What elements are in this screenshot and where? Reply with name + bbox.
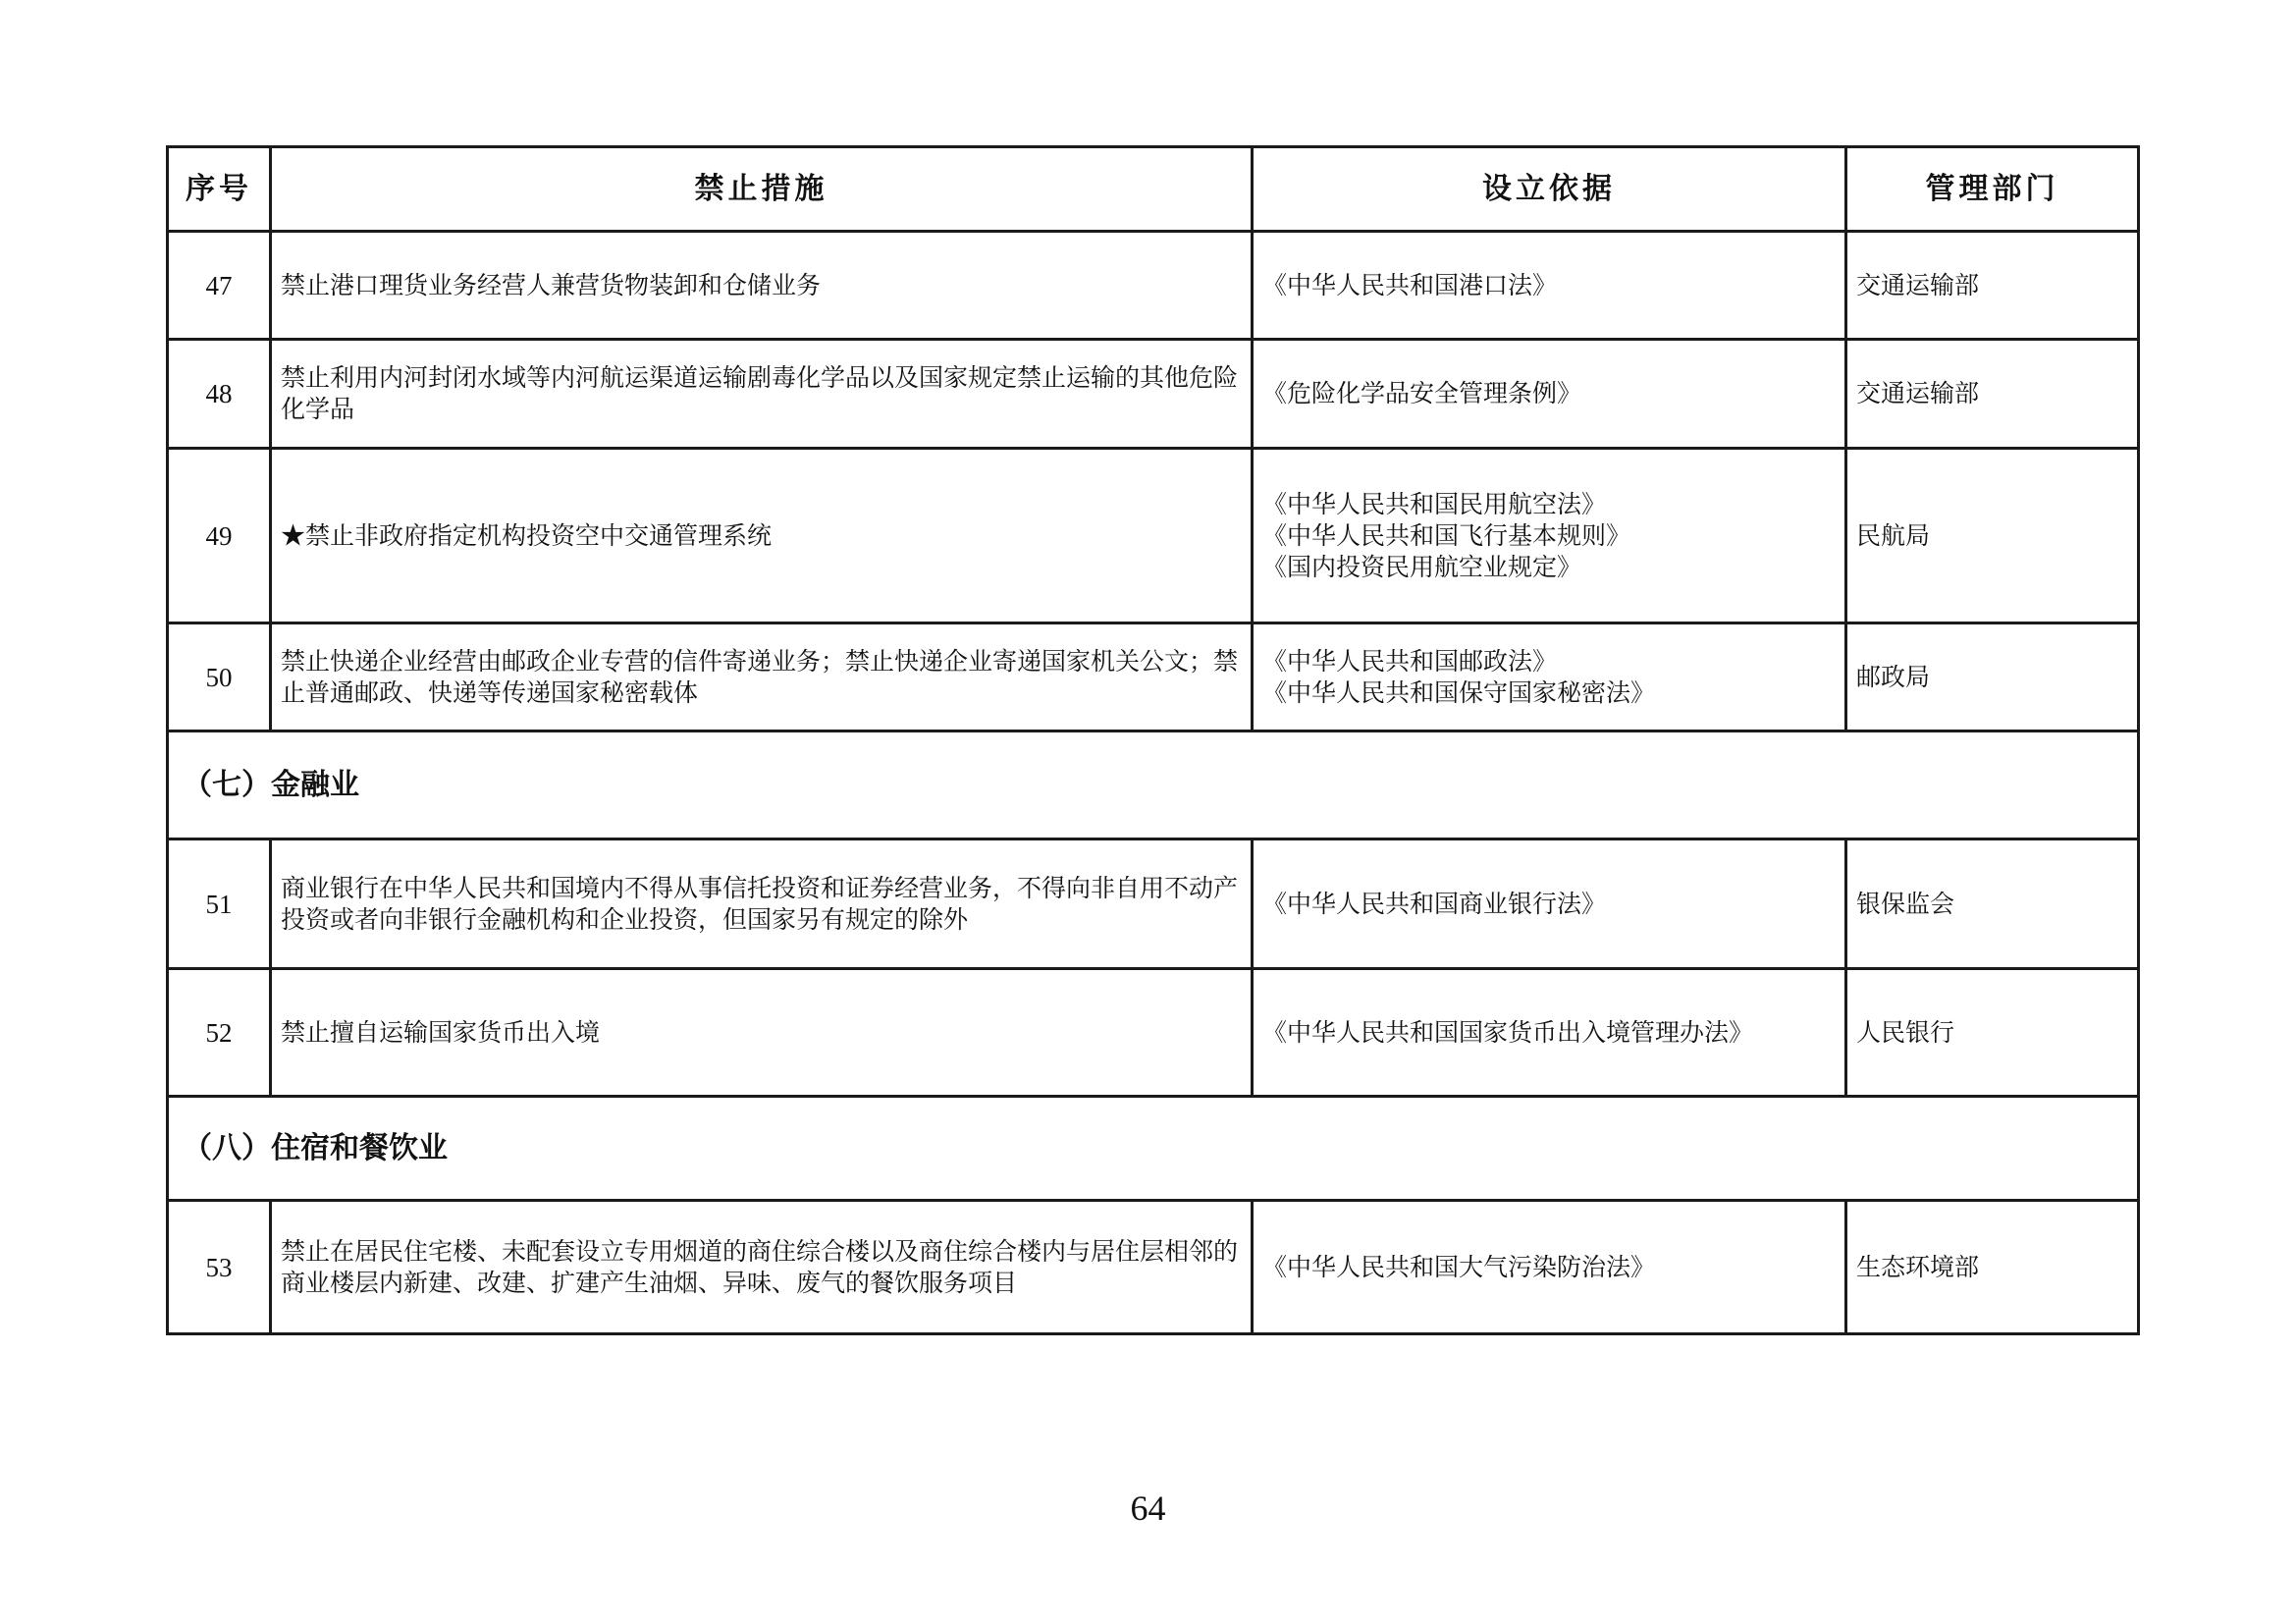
row-basis	[1253, 839, 1846, 969]
header-basis: 设立依据	[1253, 147, 1846, 232]
table-header-row	[168, 147, 2139, 232]
row-number: 52	[168, 969, 271, 1097]
section-row	[168, 1097, 2139, 1201]
basis-line: 《中华人民共和国港口法》	[1262, 270, 1558, 299]
row-basis	[1253, 449, 1846, 623]
section-row	[168, 731, 2139, 839]
row-number: 50	[168, 623, 271, 731]
row-number: 49	[168, 449, 271, 623]
row-dept: 民航局	[1846, 449, 2139, 623]
basis-line: 《中华人民共和国民用航空法》	[1262, 489, 1607, 518]
section-title: （八）住宿和餐饮业	[168, 1097, 2139, 1201]
header-dept: 管理部门	[1846, 147, 2139, 232]
row-basis	[1253, 340, 1846, 449]
basis-line: 《危险化学品安全管理条例》	[1262, 379, 1582, 407]
table-row	[168, 623, 2139, 731]
section-title: （七）金融业	[168, 731, 2139, 839]
basis-line: 《中华人民共和国飞行基本规则》	[1262, 520, 1631, 550]
row-number: 48	[168, 340, 271, 449]
row-dept: 交通运输部	[1846, 232, 2139, 340]
row-measure: 禁止在居民住宅楼、未配套设立专用烟道的商住综合楼以及商住综合楼内与居住层相邻的商业楼层内新建、改建、扩建产生油烟、异味、废气的餐饮服务项目	[271, 1201, 1253, 1334]
table-row	[168, 969, 2139, 1097]
row-measure: 禁止快递企业经营由邮政企业专营的信件寄递业务；禁止快递企业寄递国家机关公文；禁止普通邮政、快递等传递国家秘密载体	[271, 623, 1253, 731]
row-basis	[1253, 623, 1846, 731]
row-basis	[1253, 1201, 1846, 1334]
basis-line: 《中华人民共和国保守国家秘密法》	[1262, 677, 1656, 707]
row-measure: ★禁止非政府指定机构投资空中交通管理系统	[271, 449, 1253, 623]
row-number: 53	[168, 1201, 271, 1334]
row-number: 51	[168, 839, 271, 969]
row-measure: 禁止擅自运输国家货币出入境	[271, 969, 1253, 1097]
row-measure: 禁止利用内河封闭水域等内河航运渠道运输剧毒化学品以及国家规定禁止运输的其他危险化学品	[271, 340, 1253, 449]
table-row	[168, 340, 2139, 449]
basis-line: 《中华人民共和国邮政法》	[1262, 646, 1558, 676]
row-basis	[1253, 232, 1846, 340]
basis-line: 《中华人民共和国商业银行法》	[1262, 889, 1607, 918]
table-row	[168, 449, 2139, 623]
header-measure: 禁止措施	[271, 147, 1253, 232]
table-row	[168, 232, 2139, 340]
regulation-table	[166, 145, 2140, 1335]
basis-line: 《中华人民共和国国家货币出入境管理办法》	[1262, 1017, 1754, 1047]
basis-line: 《中华人民共和国大气污染防治法》	[1262, 1252, 1656, 1281]
row-measure: 禁止港口理货业务经营人兼营货物装卸和仓储业务	[271, 232, 1253, 340]
page-number: 64	[1130, 1489, 1166, 1528]
basis-line: 《国内投资民用航空业规定》	[1262, 552, 1582, 581]
header-seq: 序号	[168, 147, 271, 232]
row-dept: 银保监会	[1846, 839, 2139, 969]
row-dept: 邮政局	[1846, 623, 2139, 731]
row-dept: 交通运输部	[1846, 340, 2139, 449]
row-measure: 商业银行在中华人民共和国境内不得从事信托投资和证券经营业务，不得向非自用不动产投资或者向非银行金融机构和企业投资，但国家另有规定的除外	[271, 839, 1253, 969]
row-dept: 人民银行	[1846, 969, 2139, 1097]
table-row	[168, 839, 2139, 969]
row-basis	[1253, 969, 1846, 1097]
table-row	[168, 1201, 2139, 1334]
row-dept: 生态环境部	[1846, 1201, 2139, 1334]
row-number: 47	[168, 232, 271, 340]
